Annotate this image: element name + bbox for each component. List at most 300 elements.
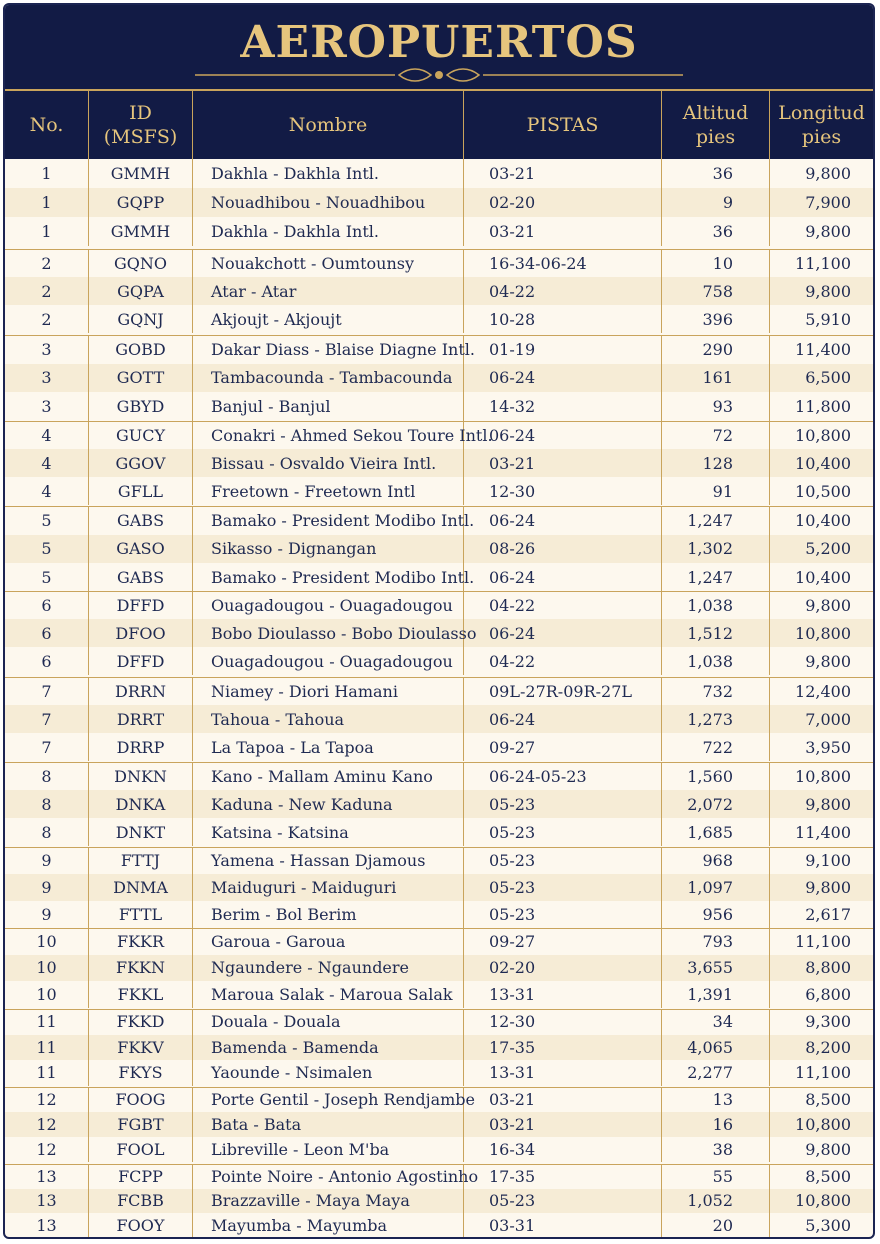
cell-airport-name: Porte Gentil - Joseph Rendjambe [193,1087,464,1112]
cell-altitude: 55 [662,1164,770,1189]
cell-number: 7 [5,677,89,705]
cell-airport-name: Katsina - Katsina [193,818,464,846]
table-row [5,1164,873,1189]
ornament-divider-icon [195,67,683,83]
cell-runways: 09-27 [464,928,662,955]
cell-length: 11,800 [795,396,851,416]
cell-length: 10,400 [795,453,851,473]
cell-runways: 09L-27R-09R-27L [464,677,662,705]
group-divider [5,335,873,336]
cell-number: 11 [5,1060,89,1086]
cell-length: 9,800 [805,1140,851,1159]
cell-altitude: 161 [662,364,770,393]
cell-runways: 03-21 [464,159,662,188]
cell-airport-id: GQNO [89,249,193,277]
cell-runways: 06-24 [464,364,662,393]
cell-number: 13 [5,1164,89,1189]
cell-airport-name: La Tapoa - La Tapoa [193,733,464,761]
cell-airport-id: DNKN [89,762,193,790]
cell-airport-name: Conakri - Ahmed Sekou Toure Intl. [193,421,464,449]
col-header-altitude [662,91,770,159]
cell-airport-id: GOTT [89,364,193,393]
cell-airport-name: Sikasso - Dignangan [193,535,464,564]
cell-length: 5,200 [805,539,851,559]
cell-altitude: 34 [662,1009,770,1035]
table-row [5,188,873,217]
group-divider [5,677,873,678]
table-row [5,981,873,1008]
cell-runways: 03-21 [464,1112,662,1137]
cell-runways: 14-32 [464,392,662,421]
cell-length: 9,800 [805,164,851,183]
cell-altitude: 4,065 [662,1035,770,1061]
cell-runways: 02-20 [464,188,662,217]
cell-length: 9,300 [805,1012,851,1032]
cell-number: 4 [5,449,89,477]
cell-altitude: 3,655 [662,955,770,982]
cell-airport-id: DRRP [89,733,193,761]
cell-airport-id: DRRN [89,677,193,705]
cell-altitude: 91 [662,477,770,505]
cell-number: 5 [5,535,89,564]
table-row [5,1009,873,1035]
cell-length: 12,400 [795,681,851,701]
cell-number: 13 [5,1213,89,1238]
cell-number: 12 [5,1087,89,1112]
cell-runways: 05-23 [464,874,662,901]
cell-runways: 05-23 [464,1189,662,1214]
cell-airport-name: Bata - Bata [193,1112,464,1137]
cell-length: 10,800 [795,623,851,643]
cell-airport-name: Libreville - Leon M'ba [193,1137,464,1162]
cell-airport-id: FKKL [89,981,193,1008]
table-row [5,762,873,790]
cell-airport-id: GQPA [89,277,193,305]
cell-runways: 16-34 [464,1137,662,1162]
cell-airport-id: GMMH [89,159,193,188]
cell-airport-id: GUCY [89,421,193,449]
cell-airport-id: FOOY [89,1213,193,1238]
cell-number: 10 [5,928,89,955]
cell-length: 7,900 [805,193,851,212]
cell-number: 8 [5,762,89,790]
cell-length: 10,800 [795,425,851,445]
cell-length: 3,950 [805,737,851,757]
cell-airport-id: FOOL [89,1137,193,1162]
cell-runways: 05-23 [464,901,662,928]
cell-airport-name: Yamena - Hassan Djamous [193,847,464,874]
cell-airport-id: GABS [89,506,193,535]
cell-airport-name: Nouadhibou - Nouadhibou [193,188,464,217]
cell-length: 9,100 [805,851,851,870]
cell-length: 6,500 [805,368,851,388]
cell-airport-name: Bobo Dioulasso - Bobo Dioulasso [193,619,464,647]
table-row [5,733,873,761]
cell-number: 11 [5,1035,89,1061]
table-row [5,277,873,305]
table-header [5,91,873,159]
cell-length: 10,800 [795,766,851,786]
cell-length: 11,100 [795,931,851,951]
cell-airport-name: Dakar Diass - Blaise Diagne Intl. [193,335,464,364]
cell-airport-name: Ouagadougou - Ouagadougou [193,591,464,619]
cell-runways: 06-24 [464,619,662,647]
table-row [5,847,873,874]
col-header-no: No. [5,91,89,159]
group-divider [5,1087,873,1088]
cell-airport-id: FGBT [89,1112,193,1137]
cell-runways: 17-35 [464,1035,662,1061]
cell-altitude: 1,247 [662,506,770,535]
cell-airport-name: Dakhla - Dakhla Intl. [193,217,464,246]
cell-airport-id: GBYD [89,392,193,421]
table-row [5,1213,873,1238]
cell-airport-id: DNKA [89,790,193,818]
col-header-altitude-line1: Altitud [682,102,749,124]
cell-number: 3 [5,335,89,364]
cell-number: 6 [5,647,89,675]
table-row [5,647,873,675]
cell-runways: 13-31 [464,981,662,1008]
cell-runways: 17-35 [464,1164,662,1189]
cell-airport-id: GABS [89,563,193,592]
cell-altitude: 72 [662,421,770,449]
table-row [5,217,873,246]
cell-number: 4 [5,477,89,505]
cell-altitude: 722 [662,733,770,761]
cell-length: 11,100 [795,253,851,273]
cell-length: 8,800 [805,958,851,978]
cell-number: 13 [5,1189,89,1214]
cell-altitude: 16 [662,1112,770,1137]
table-row [5,1137,873,1162]
cell-airport-name: Niamey - Diori Hamani [193,677,464,705]
cell-airport-id: GASO [89,535,193,564]
table-row [5,506,873,535]
cell-length: 11,400 [795,339,851,359]
cell-altitude: 1,685 [662,818,770,846]
cell-number: 2 [5,249,89,277]
cell-altitude: 36 [662,159,770,188]
cell-airport-name: Bamako - President Modibo Intl. [193,506,464,535]
cell-airport-name: Ouagadougou - Ouagadougou [193,647,464,675]
cell-runways: 10-28 [464,305,662,333]
cell-altitude: 10 [662,249,770,277]
cell-length: 8,500 [805,1090,851,1109]
cell-altitude: 968 [662,847,770,874]
cell-altitude: 9 [662,188,770,217]
cell-number: 12 [5,1112,89,1137]
cell-number: 7 [5,733,89,761]
cell-number: 8 [5,790,89,818]
cell-airport-id: FTTJ [89,847,193,874]
cell-length: 5,300 [805,1215,851,1235]
cell-airport-name: Brazzaville - Maya Maya [193,1189,464,1214]
cell-number: 3 [5,392,89,421]
cell-number: 10 [5,981,89,1008]
cell-altitude: 38 [662,1137,770,1162]
cell-number: 2 [5,305,89,333]
col-header-id-line2: (MSFS) [103,126,178,148]
cell-altitude: 1,560 [662,762,770,790]
cell-airport-name: Dakhla - Dakhla Intl. [193,159,464,188]
cell-airport-id: FOOG [89,1087,193,1112]
cell-number: 3 [5,364,89,393]
cell-length: 9,800 [805,878,851,897]
cell-length: 2,617 [805,905,851,924]
cell-airport-name: Bissau - Osvaldo Vieira Intl. [193,449,464,477]
cell-runways: 03-21 [464,449,662,477]
cell-number: 5 [5,563,89,592]
table-row [5,1035,873,1061]
cell-runways: 03-31 [464,1213,662,1238]
cell-length: 6,800 [805,984,851,1004]
table-row [5,874,873,901]
cell-altitude: 1,302 [662,535,770,564]
cell-altitude: 1,391 [662,981,770,1008]
cell-airport-id: FKYS [89,1060,193,1086]
cell-airport-name: Atar - Atar [193,277,464,305]
cell-airport-id: GGOV [89,449,193,477]
cell-airport-name: Nouakchott - Oumtounsy [193,249,464,277]
cell-altitude: 13 [662,1087,770,1112]
cell-runways: 12-30 [464,477,662,505]
cell-airport-id: FTTL [89,901,193,928]
table-row [5,449,873,477]
cell-airport-name: Akjoujt - Akjoujt [193,305,464,333]
cell-airport-name: Pointe Noire - Antonio Agostinho [193,1164,464,1189]
cell-altitude: 1,247 [662,563,770,592]
cell-altitude: 36 [662,217,770,246]
cell-length: 10,400 [795,510,851,530]
cell-airport-id: DFFD [89,647,193,675]
cell-length: 10,800 [795,1191,851,1211]
cell-airport-name: Bamenda - Bamenda [193,1035,464,1061]
table-row [5,477,873,505]
table-row [5,901,873,928]
cell-runways: 13-31 [464,1060,662,1086]
cell-airport-name: Berim - Bol Berim [193,901,464,928]
cell-altitude: 128 [662,449,770,477]
cell-length: 8,200 [805,1037,851,1057]
cell-number: 12 [5,1137,89,1162]
cell-number: 2 [5,277,89,305]
cell-airport-id: DFOO [89,619,193,647]
table-row [5,591,873,619]
cell-runways: 04-22 [464,277,662,305]
cell-runways: 03-21 [464,217,662,246]
cell-airport-id: DNMA [89,874,193,901]
table-row [5,159,873,188]
cell-airport-id: FKKN [89,955,193,982]
cell-number: 9 [5,901,89,928]
cell-number: 1 [5,188,89,217]
col-header-id [89,91,193,159]
cell-altitude: 956 [662,901,770,928]
cell-altitude: 93 [662,392,770,421]
cell-airport-id: FKKD [89,1009,193,1035]
cell-airport-id: GQPP [89,188,193,217]
cell-length: 9,800 [805,595,851,615]
cell-runways: 05-23 [464,790,662,818]
cell-number: 1 [5,159,89,188]
cell-altitude: 1,512 [662,619,770,647]
cell-runways: 16-34-06-24 [464,249,662,277]
cell-airport-name: Maroua Salak - Maroua Salak [193,981,464,1008]
cell-airport-name: Kaduna - New Kaduna [193,790,464,818]
cell-altitude: 758 [662,277,770,305]
cell-altitude: 1,038 [662,647,770,675]
cell-runways: 06-24 [464,506,662,535]
col-header-length-line2: pies [801,126,842,148]
cell-length: 9,800 [805,281,851,301]
cell-runways: 06-24-05-23 [464,762,662,790]
cell-airport-name: Ngaundere - Ngaundere [193,955,464,982]
table-row [5,535,873,564]
table-row [5,1087,873,1112]
cell-altitude: 20 [662,1213,770,1238]
group-divider [5,1164,873,1165]
cell-length: 11,400 [795,822,851,842]
cell-airport-id: FCPP [89,1164,193,1189]
cell-length: 5,910 [805,309,851,329]
col-header-length [770,91,873,159]
col-header-name: Nombre [193,91,464,159]
cell-length: 11,100 [795,1063,851,1083]
cell-number: 4 [5,421,89,449]
cell-airport-id: GOBD [89,335,193,364]
cell-airport-id: GMMH [89,217,193,246]
group-divider [5,506,873,507]
cell-airport-name: Mayumba - Mayumba [193,1213,464,1238]
cell-airport-id: DFFD [89,591,193,619]
cell-altitude: 2,072 [662,790,770,818]
cell-airport-id: FCBB [89,1189,193,1214]
cell-length: 9,800 [805,222,851,241]
group-divider [5,1009,873,1010]
cell-altitude: 793 [662,928,770,955]
cell-length: 7,000 [805,709,851,729]
cell-airport-name: Bamako - President Modibo Intl. [193,563,464,592]
cell-runways: 06-24 [464,421,662,449]
cell-altitude: 2,277 [662,1060,770,1086]
title-banner [5,5,873,91]
cell-airport-id: DNKT [89,818,193,846]
table-row [5,392,873,421]
cell-airport-name: Douala - Douala [193,1009,464,1035]
table-row [5,305,873,333]
cell-length: 9,800 [805,794,851,814]
group-divider [5,847,873,848]
cell-airport-name: Kano - Mallam Aminu Kano [193,762,464,790]
group-divider [5,762,873,763]
group-divider [5,591,873,592]
col-header-altitude-line2: pies [695,126,736,148]
cell-runways: 12-30 [464,1009,662,1035]
cell-runways: 04-22 [464,647,662,675]
cell-airport-id: FKKR [89,928,193,955]
col-header-id-line1: ID [129,102,152,124]
table-row [5,619,873,647]
cell-number: 6 [5,591,89,619]
cell-runways: 01-19 [464,335,662,364]
cell-altitude: 290 [662,335,770,364]
table-row [5,705,873,733]
cell-altitude: 732 [662,677,770,705]
table-row [5,790,873,818]
table-row [5,677,873,705]
cell-airport-id: FKKV [89,1035,193,1061]
cell-number: 10 [5,955,89,982]
page-title: AEROPUERTOS [240,17,638,68]
col-header-length-line1: Longitud [778,102,865,124]
cell-number: 5 [5,506,89,535]
table-row [5,955,873,982]
table-row [5,1060,873,1086]
cell-airport-name: Banjul - Banjul [193,392,464,421]
col-header-pistas: PISTAS [464,91,662,159]
cell-runways: 02-20 [464,955,662,982]
cell-length: 10,800 [795,1115,851,1134]
cell-length: 10,500 [795,481,851,501]
cell-runways: 03-21 [464,1087,662,1112]
cell-altitude: 396 [662,305,770,333]
group-divider [5,421,873,422]
table-row [5,1112,873,1137]
cell-number: 11 [5,1009,89,1035]
cell-runways: 06-24 [464,705,662,733]
cell-airport-id: DRRT [89,705,193,733]
cell-runways: 08-26 [464,535,662,564]
airports-table-card [3,3,875,1239]
cell-runways: 09-27 [464,733,662,761]
cell-runways: 05-23 [464,818,662,846]
cell-number: 7 [5,705,89,733]
cell-airport-name: Yaounde - Nsimalen [193,1060,464,1086]
cell-length: 10,400 [795,567,851,587]
group-divider [5,249,873,250]
table-row [5,335,873,364]
cell-altitude: 1,052 [662,1189,770,1214]
cell-altitude: 1,273 [662,705,770,733]
table-row [5,563,873,592]
cell-runways: 04-22 [464,591,662,619]
table-row [5,364,873,393]
cell-altitude: 1,097 [662,874,770,901]
cell-altitude: 1,038 [662,591,770,619]
cell-airport-name: Tambacounda - Tambacounda [193,364,464,393]
cell-number: 6 [5,619,89,647]
cell-airport-name: Tahoua - Tahoua [193,705,464,733]
cell-length: 8,500 [805,1166,851,1186]
table-row [5,249,873,277]
cell-number: 9 [5,847,89,874]
cell-length: 9,800 [805,651,851,671]
table-row [5,421,873,449]
cell-airport-id: GQNJ [89,305,193,333]
cell-airport-name: Freetown - Freetown Intl [193,477,464,505]
cell-airport-name: Maiduguri - Maiduguri [193,874,464,901]
cell-number: 1 [5,217,89,246]
cell-number: 8 [5,818,89,846]
cell-airport-name: Garoua - Garoua [193,928,464,955]
cell-airport-id: GFLL [89,477,193,505]
table-row [5,928,873,955]
group-divider [5,928,873,929]
cell-runways: 06-24 [464,563,662,592]
table-row [5,818,873,846]
table-row [5,1189,873,1214]
